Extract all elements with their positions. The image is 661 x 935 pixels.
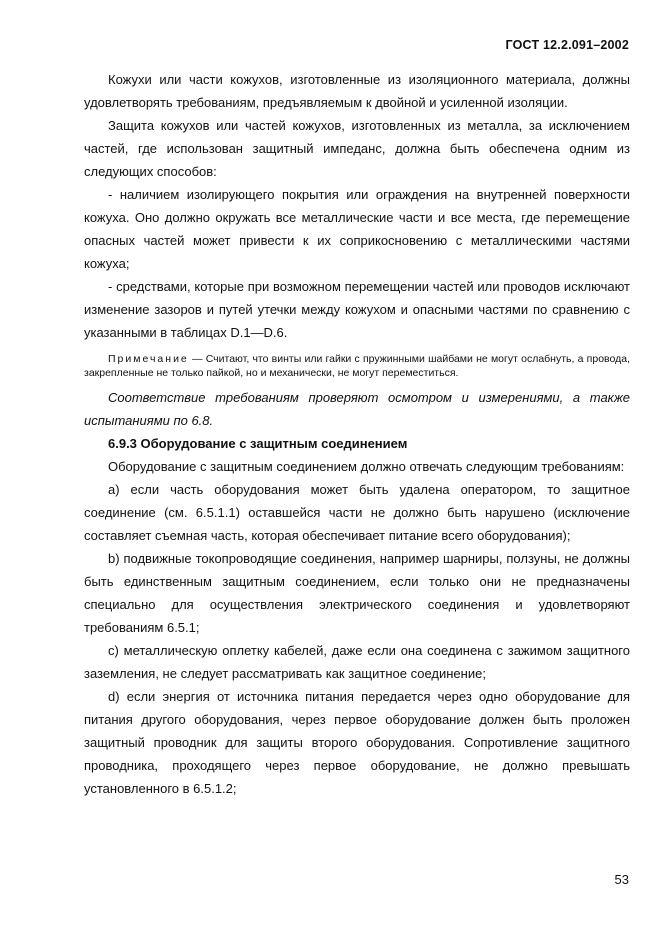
- note: [84, 352, 630, 380]
- standard-header: ГОСТ 12.2.091–2002: [505, 38, 629, 52]
- paragraph-insulating-enclosures: Кожухи или части кожухов, изготовленные из изоляционного материала, должны удовлетворять требованиям, предъявляемым к двойной и усиленной изоляции.: [84, 72, 630, 110]
- list-item-d: d) если энергия от источника питания передается через одно оборудование для питания другого оборудования, через первое оборудование должен быть проложен защитный проводник для защиты второго оборудования. Сопротивление защитного проводника, проходящего через первое оборудование, не должно превышать установленного в 6.5.1.2;: [84, 689, 630, 796]
- paragraph-requirements-intro: Оборудование с защитным соединением должно отвечать следующим требованиям:: [108, 459, 625, 474]
- compliance-check: Соответствие требованиям проверяют осмотром и измерениями, а также испытаниями по 6.8.: [84, 390, 630, 428]
- page-number: 53: [614, 872, 629, 887]
- list-item-c: с) металлическую оплетку кабелей, даже если она соединена с зажимом защитного заземления, не следует рассматривать как защитное соединение;: [84, 643, 630, 681]
- list-item-insulating-coating: - наличием изолирующего покрытия или ограждения на внутренней поверхности кожуха. Оно должно окружать все металлические части и все места, где перемещение опасных частей может привести к их соприкосновению с металлическими частями кожуха;: [84, 187, 630, 271]
- list-item-fixing-means: - средствами, которые при возможном перемещении частей или проводов исключают изменение зазоров и путей утечки между кожухом и опасными частями по сравнению с указанными в таблицах D.1—D.6.: [84, 279, 630, 340]
- paragraph-metal-enclosures: Защита кожухов или частей кожухов, изготовленных из металла, за исключением частей, где использован защитный импеданс, должна быть обеспечена одним из следующих способов:: [84, 118, 630, 179]
- note-text: — Считают, что винты или гайки с пружинными шайбами не могут ослабнуть, а провода, закрепленные не только пайкой, но и механически, не могут переместиться.: [84, 353, 630, 379]
- document-body: [84, 68, 630, 800]
- note-label: Примечание: [108, 353, 189, 365]
- list-item-b: b) подвижные токопроводящие соединения, например шарниры, ползуны, не должны быть единственным защитным соединением, если только они не предназначены специально для осуществления электрического соединения и удовлетворяют требованиям 6.5.1;: [84, 551, 630, 635]
- section-heading: 6.9.3 Оборудование с защитным соединением: [108, 436, 408, 451]
- list-item-a: а) если часть оборудования может быть удалена оператором, то защитное соединение (см. 6.5.1.1) оставшейся части не должно быть нарушено (исключение составляет съемная часть, которая обеспечивает питание всего оборудования);: [84, 482, 630, 543]
